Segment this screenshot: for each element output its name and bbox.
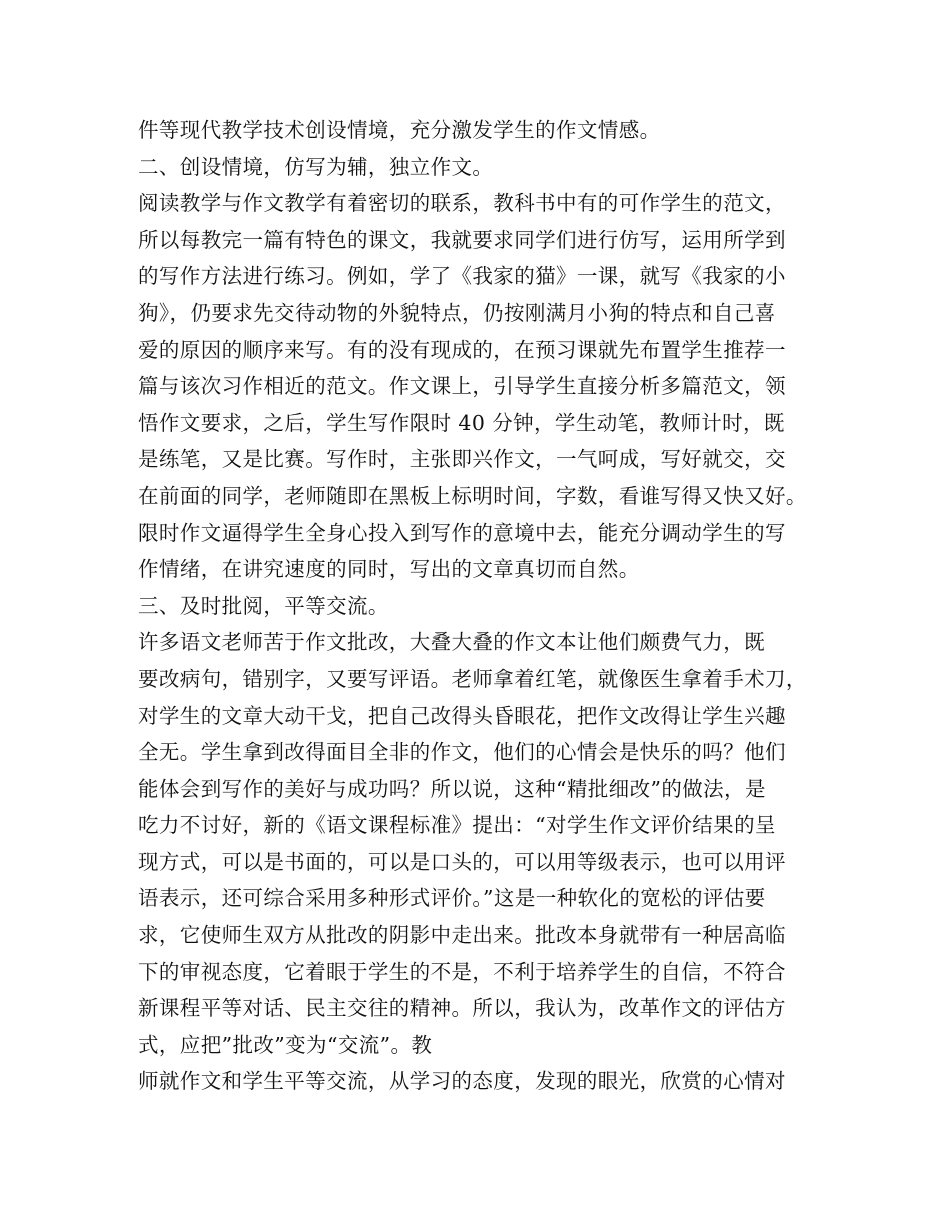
section-heading-2: 二、创设情境，仿写为辅，独立作文。: [138, 154, 494, 179]
text-line: 求，它使师生双方从批改的阴影中走出来。批改本身就带有一种居高临: [138, 923, 786, 948]
text-line: 所以每教完一篇有特色的课文，我就要求同学们进行仿写，运用所学到: [138, 227, 786, 252]
text-line: 现方式，可以是书面的，可以是口头的，可以用等级表示，也可以用评: [138, 849, 786, 874]
text-line: 语表示，还可综合采用多种形式评价。”这是一种软化的宽松的评估要: [138, 886, 766, 911]
text-line: 在前面的同学，老师随即在黑板上标明时间，字数，看谁写得又快又好。: [138, 483, 807, 508]
text-line: 作情绪，在讲究速度的同时，写出的文章真切而自然。: [138, 557, 640, 582]
text-line: 狗》，仍要求先交待动物的外貌特点，仍按刚满月小狗的特点和自己喜: [138, 300, 776, 325]
text-line: 的写作方法进行练习。例如，学了《我家的猫》一课，就写《我家的小: [138, 264, 786, 289]
body-text: [138, 112, 828, 1100]
text-line: 要改病句，错别字，又要写评语。老师拿着红笔，就像医生拿着手术刀，: [138, 666, 807, 691]
text-line: 全无。学生拿到改得面目全非的作文，他们的心情会是快乐的吗？他们: [138, 740, 786, 765]
text-line: 悟作文要求，之后，学生写作限时 40 分钟，学生动笔，教师计时，既: [138, 410, 785, 435]
text-line: 新课程平等对话、民主交往的精神。所以，我认为，改革作文的评估方: [138, 996, 786, 1021]
text-line: 式，应把”批改”变为“交流”。教: [138, 1032, 433, 1057]
text-line: 吃力不讨好，新的《语文课程标准》提出：“对学生作文评价结果的呈: [138, 813, 776, 838]
text-line: 限时作文逼得学生全身心投入到写作的意境中去，能充分调动学生的写: [138, 520, 786, 545]
text-line: 篇与该次习作相近的范文。作文课上，引导学生直接分析多篇范文，领: [138, 374, 786, 399]
text-line: 是练笔，又是比赛。写作时，主张即兴作文，一气呵成，写好就交，交: [138, 447, 786, 472]
text-line: 对学生的文章大动干戈，把自己改得头昏眼花，把作文改得让学生兴趣: [138, 703, 786, 728]
text-line: 师就作文和学生平等交流，从学习的态度，发现的眼光，欣赏的心情对: [138, 1069, 786, 1094]
text-line: 阅读教学与作文教学有着密切的联系，教科书中有的可作学生的范文，: [138, 191, 786, 216]
section-heading-3: 三、及时批阅，平等交流。: [138, 593, 389, 618]
text-line: 爱的原因的顺序来写。有的没有现成的，在预习课就先布置学生推荐一: [138, 337, 786, 362]
text-line: 件等现代教学技术创设情境，充分激发学生的作文情感。: [138, 118, 661, 142]
text-line: 下的审视态度，它着眼于学生的不是，不利于培养学生的自信，不符合: [138, 959, 786, 984]
text-line: 能体会到写作的美好与成功吗？所以说，这种“精批细改”的做法，是: [138, 776, 766, 801]
text-line: 许多语文老师苦于作文批改，大叠大叠的作文本让他们颇费气力，既: [138, 630, 765, 655]
